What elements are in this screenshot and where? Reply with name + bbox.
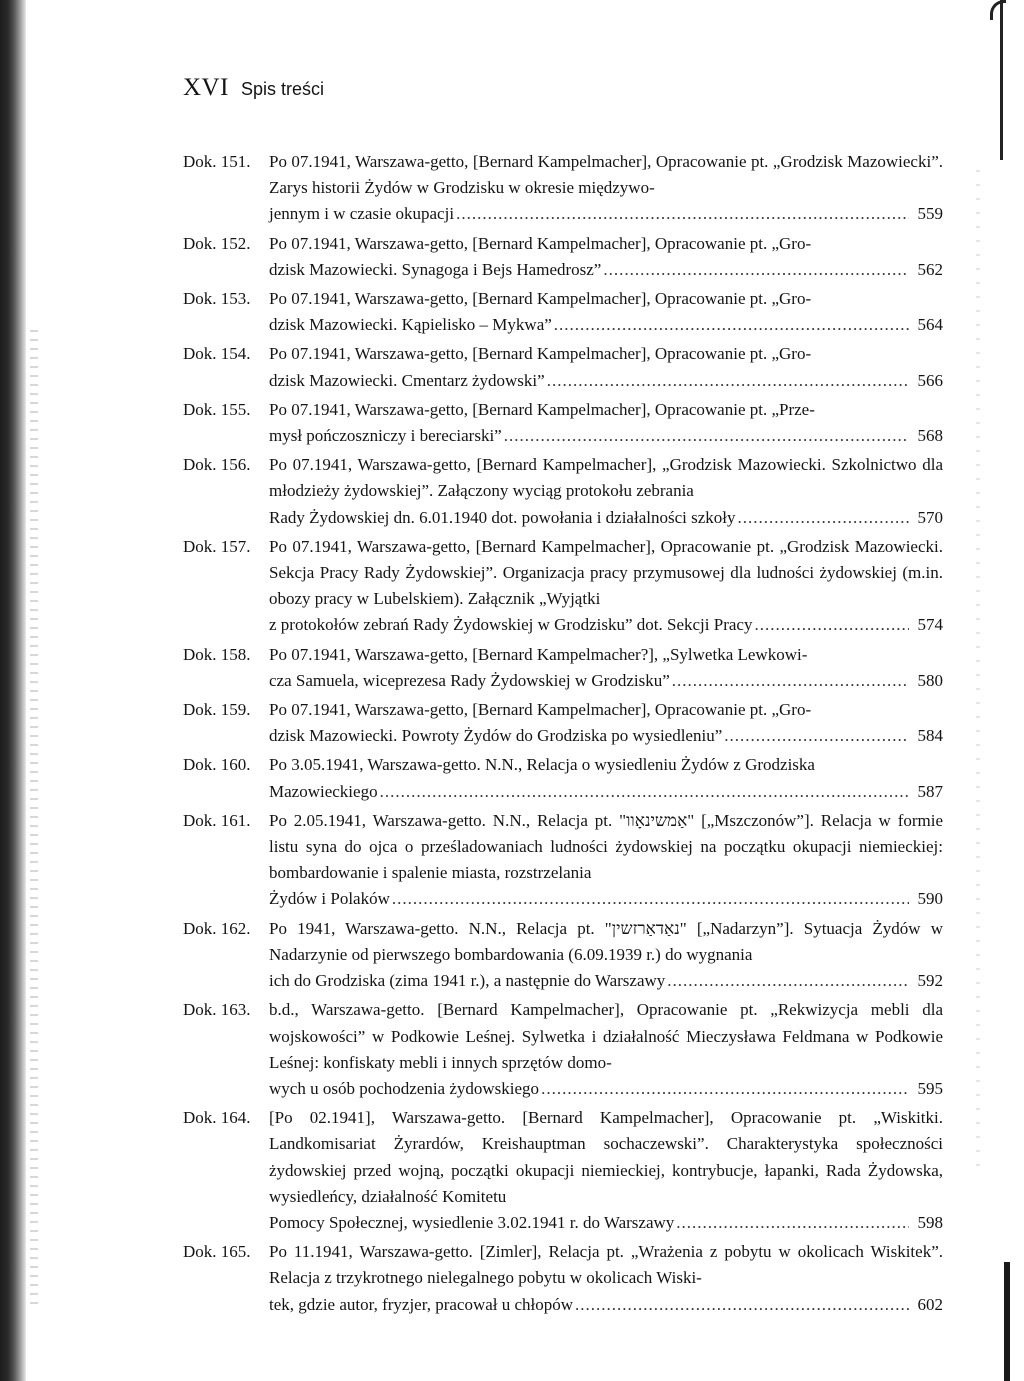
dot-leader xyxy=(456,201,909,227)
toc-entry xyxy=(183,286,943,338)
dot-leader xyxy=(392,886,909,912)
page-reference: 598 xyxy=(917,1212,943,1232)
entry-description xyxy=(269,286,943,338)
page-header xyxy=(183,74,324,102)
running-title: Spis treści xyxy=(240,79,324,99)
document-number: Dok. 157. xyxy=(183,536,251,556)
entry-last-line xyxy=(269,201,943,227)
entry-text-tail: Rady Żydowskiej dn. 6.01.1940 dot. powołania i działalności szkoły xyxy=(269,507,736,527)
document-number: Dok. 155. xyxy=(183,399,251,419)
entry-text-tail: z protokołów zebrań Rady Żydowskiej w Grodzisku” dot. Sekcji Pracy xyxy=(269,615,753,635)
dot-leader xyxy=(676,1210,909,1236)
entry-text: b.d., Warszawa-getto. [Bernard Kampelmacher], Opracowanie pt. „Rekwizycja mebli dla wojskowości” w Podkowie Leśnej. Sylwetka i działalność Mieczysława Feldmana w Podkowie Leśnej: konfiskaty mebli i innych sprzętów domo- xyxy=(269,1000,943,1072)
dot-leader xyxy=(754,612,909,638)
document-number: Dok. 165. xyxy=(183,1242,251,1262)
toc-entry xyxy=(183,149,943,228)
toc-entry xyxy=(183,231,943,283)
entry-text-tail: wych u osób pochodzenia żydowskiego xyxy=(269,1078,540,1098)
toc-entry xyxy=(183,752,943,804)
entry-description xyxy=(269,642,943,694)
entry-text: Po 07.1941, Warszawa-getto, [Bernard Kampelmacher], Opracowanie pt. „Gro- xyxy=(269,233,812,253)
entry-description xyxy=(269,534,943,639)
document-number: Dok. 161. xyxy=(183,810,251,830)
document-number: Dok. 160. xyxy=(183,755,251,775)
scan-edge-bottom xyxy=(1004,1262,1010,1381)
entry-description xyxy=(269,697,943,749)
page-reference: 568 xyxy=(917,426,943,446)
entry-description xyxy=(269,997,943,1102)
dot-leader xyxy=(554,312,909,338)
document-number: Dok. 163. xyxy=(183,1000,251,1020)
document-number: Dok. 154. xyxy=(183,344,251,364)
entry-description xyxy=(269,397,943,449)
entry-text: Po 07.1941, Warszawa-getto, [Bernard Kampelmacher], Opracowanie pt. „Gro- xyxy=(269,289,812,309)
scan-edge-curve xyxy=(990,0,1006,20)
entry-description xyxy=(269,231,943,283)
entry-text: Po 07.1941, Warszawa-getto, [Bernard Kampelmacher], Opracowanie pt. „Prze- xyxy=(269,399,815,419)
entry-last-line xyxy=(269,505,943,531)
entry-text-tail: jennym i w czasie okupacji xyxy=(269,204,455,224)
document-number: Dok. 152. xyxy=(183,233,251,253)
dot-leader xyxy=(603,257,909,283)
entry-description xyxy=(269,341,943,393)
page-reference: 562 xyxy=(917,259,943,279)
dot-leader xyxy=(672,668,909,694)
page-reference: 574 xyxy=(917,615,943,635)
entry-text-tail: cza Samuela, wiceprezesa Rady Żydowskiej w Grodzisku” xyxy=(269,670,670,690)
entry-last-line xyxy=(269,257,943,283)
scan-edge-line xyxy=(1000,0,1003,160)
page-reference: 566 xyxy=(917,370,943,390)
entry-text: Po 11.1941, Warszawa-getto. [Zimler], Relacja pt. „Wrażenia z pobytu w okolicach Wiskitek”. Relacja z trzykrotnego nielegalnego pobytu w okolicach Wiski- xyxy=(269,1242,943,1288)
dot-leader xyxy=(738,505,910,531)
table-of-contents xyxy=(183,149,943,1321)
document-number: Dok. 159. xyxy=(183,700,251,720)
scan-binding-shadow xyxy=(0,0,26,1381)
entry-text-tail: Mazowieckiego xyxy=(269,781,378,801)
entry-text: Po 07.1941, Warszawa-getto, [Bernard Kampelmacher], Opracowanie pt. „Gro- xyxy=(269,344,812,364)
entry-last-line xyxy=(269,668,943,694)
entry-text: Po 3.05.1941, Warszawa-getto. N.N., Relacja o wysiedleniu Żydów z Grodziska xyxy=(269,755,815,775)
entry-last-line xyxy=(269,1292,943,1318)
entry-text-tail: dzisk Mazowiecki. Powroty Żydów do Grodziska po wysiedleniu” xyxy=(269,726,723,746)
entry-last-line xyxy=(269,886,943,912)
entry-text: Po 07.1941, Warszawa-getto, [Bernard Kampelmacher?], „Sylwetka Lewkowi- xyxy=(269,644,808,664)
page-reference: 580 xyxy=(917,670,943,690)
entry-text: Po 07.1941, Warszawa-getto, [Bernard Kampelmacher], „Grodzisk Mazowiecki. Szkolnictwo dla młodzieży żydowskiej”. Załączony wyciąg protokołu zebrania xyxy=(269,455,943,501)
entry-last-line xyxy=(269,368,943,394)
page-reference: 602 xyxy=(917,1294,943,1314)
toc-entry xyxy=(183,697,943,749)
entry-description xyxy=(269,752,943,804)
entry-text: Po 1941, Warszawa-getto. N.N., Relacja pt. "נאַדאַרזשין" [„Nadarzyn”]. Sytuacja Żydów w Nadarzynie od pierwszego bombardowania (6.09.1939 r.) do wygnania xyxy=(269,918,943,964)
entry-last-line xyxy=(269,423,943,449)
document-number: Dok. 158. xyxy=(183,644,251,664)
toc-entry xyxy=(183,1239,943,1318)
page-reference: 587 xyxy=(917,781,943,801)
entry-text-tail: dzisk Mazowiecki. Synagoga i Bejs Hamedrosz” xyxy=(269,259,602,279)
entry-text-tail: dzisk Mazowiecki. Kąpielisko – Mykwa” xyxy=(269,315,552,335)
entry-description xyxy=(269,916,943,995)
page-reference: 584 xyxy=(917,726,943,746)
entry-description xyxy=(269,1105,943,1236)
page-reference: 570 xyxy=(917,507,943,527)
entry-description xyxy=(269,808,943,913)
page-reference: 590 xyxy=(917,889,943,909)
toc-entry xyxy=(183,916,943,995)
page-reference: 564 xyxy=(917,315,943,335)
entry-last-line xyxy=(269,1076,943,1102)
entry-last-line xyxy=(269,1210,943,1236)
entry-text: Po 07.1941, Warszawa-getto, [Bernard Kampelmacher], Opracowanie pt. „Gro- xyxy=(269,700,812,720)
dot-leader xyxy=(380,779,909,805)
page-reference: 595 xyxy=(917,1078,943,1098)
entry-last-line xyxy=(269,779,943,805)
toc-entry xyxy=(183,452,943,531)
page-number: XVI xyxy=(183,74,229,101)
dot-leader xyxy=(667,968,909,994)
document-number: Dok. 153. xyxy=(183,289,251,309)
scan-noise xyxy=(30,330,38,1310)
entry-text: Po 07.1941, Warszawa-getto, [Bernard Kampelmacher], Opracowanie pt. „Grodzisk Mazowiecki. Sekcja Pracy Rady Żydowskiej”. Organizacja pracy przymusowej dla ludności żydowskiej (m.in. obozy pracy w Lubelskiem). Załącznik „Wyjątki xyxy=(269,536,943,609)
entry-text-tail: mysł pończoszniczy i bereciarski” xyxy=(269,426,502,446)
toc-entry xyxy=(183,341,943,393)
entry-text-tail: Pomocy Społecznej, wysiedlenie 3.02.1941 r. do Warszawy xyxy=(269,1212,675,1232)
entry-text-tail: dzisk Mazowiecki. Cmentarz żydowski” xyxy=(269,370,545,390)
entry-text-tail: tek, gdzie autor, fryzjer, pracował u chłopów xyxy=(269,1294,574,1314)
entry-text-tail: Żydów i Polaków xyxy=(269,889,390,909)
toc-entry xyxy=(183,642,943,694)
document-number: Dok. 151. xyxy=(183,152,251,171)
entry-last-line xyxy=(269,612,943,638)
document-number: Dok. 164. xyxy=(183,1108,251,1128)
toc-entry xyxy=(183,997,943,1102)
entry-last-line xyxy=(269,312,943,338)
entry-text: [Po 02.1941], Warszawa-getto. [Bernard Kampelmacher], Opracowanie pt. „Wiskitki. Landkomisariat Żyrardów, Kreishauptman sochaczewski”. Charakterystyka społeczności żydowskiej przed wojną, początki okupacji niemieckiej, kontrybucje, łapanki, Rada Żydowska, wysiedleńcy, działalność Komitetu xyxy=(269,1108,943,1206)
dot-leader xyxy=(575,1292,909,1318)
page-reference: 592 xyxy=(917,971,943,991)
toc-entry xyxy=(183,808,943,913)
document-number: Dok. 156. xyxy=(183,455,251,475)
dot-leader xyxy=(547,368,909,394)
dot-leader xyxy=(541,1076,909,1102)
entry-last-line xyxy=(269,723,943,749)
entry-text-tail: ich do Grodziska (zima 1941 r.), a następnie do Warszawy xyxy=(269,971,666,991)
page-reference: 559 xyxy=(917,204,943,224)
entry-text: Po 07.1941, Warszawa-getto, [Bernard Kampelmacher], Opracowanie pt. „Grodzisk Mazowiecki”. Zarys historii Żydów w Grodzisku w okresie międzywo- xyxy=(269,152,943,198)
toc-entry xyxy=(183,397,943,449)
scan-noise-right xyxy=(976,170,980,1170)
toc-entry xyxy=(183,1105,943,1236)
entry-description xyxy=(269,1239,943,1318)
entry-last-line xyxy=(269,968,943,994)
entry-description xyxy=(269,149,943,228)
toc-entry xyxy=(183,534,943,639)
entry-description xyxy=(269,452,943,531)
dot-leader xyxy=(504,423,909,449)
document-number: Dok. 162. xyxy=(183,918,251,938)
dot-leader xyxy=(724,723,909,749)
entry-text: Po 2.05.1941, Warszawa-getto. N.N., Relacja pt. "אַמשינאָוו" [„Mszczonów”]. Relacja w formie listu syna do ojca o prześladowaniach ludności żydowskiej na początku okupacji niemieckiej: bombardowanie i spalenie miasta, rozstrzelania xyxy=(269,810,944,883)
